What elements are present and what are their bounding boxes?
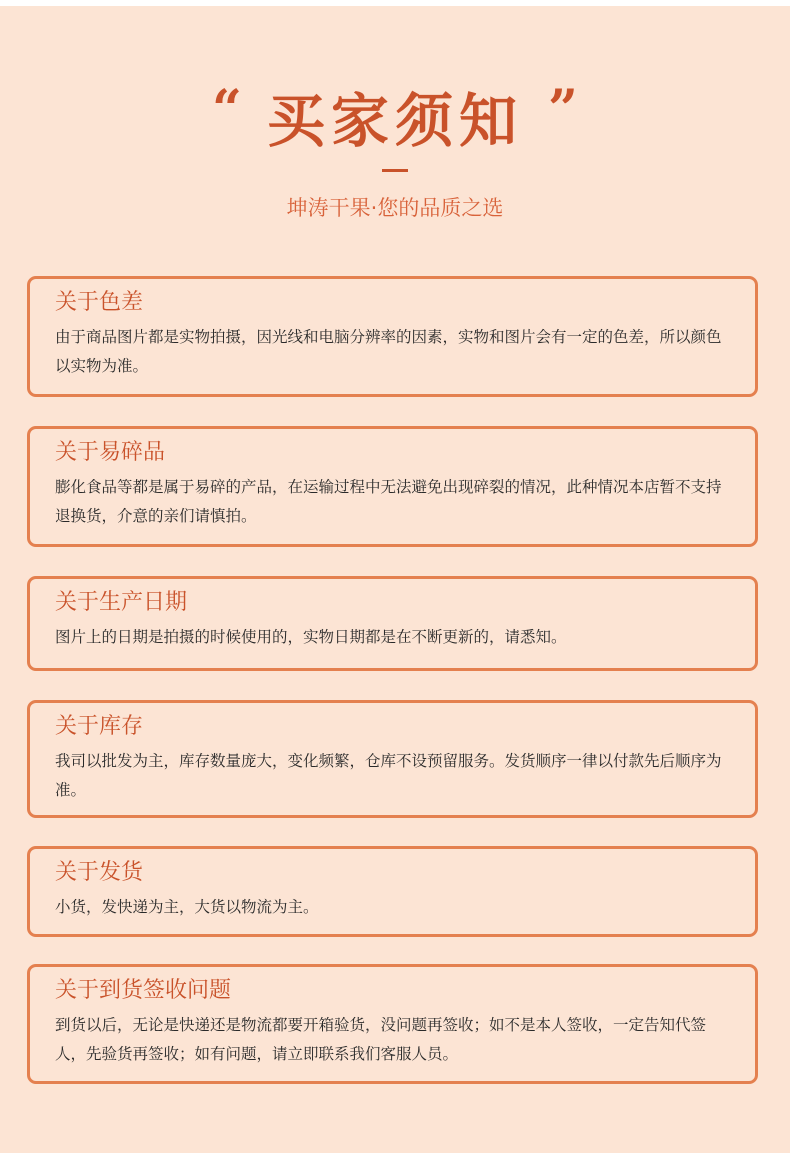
notice-card-fragile-goods [27, 426, 758, 547]
card-title: 关于生产日期 [55, 590, 188, 615]
card-body: 我司以批发为主，库存数量庞大，变化频繁，仓库不设预留服务。发货顺序一律以付款先后顺序为准。 [55, 752, 722, 799]
title-row [0, 79, 790, 156]
card-body: 膨化食品等都是属于易碎的产品，在运输过程中无法避免出现碎裂的情况，此种情况本店暂不支持退换货，介意的亲们请慎拍。 [55, 478, 722, 525]
card-title: 关于到货签收问题 [55, 978, 232, 1003]
title-divider [382, 169, 408, 172]
page-subtitle: 坤涛干果·您的品质之选 [286, 196, 504, 220]
card-body: 到货以后，无论是快递还是物流都要开箱验货，没问题再签收；如不是本人签收，一定告知代签人，先验货再签收；如有问题，请立即联系我们客服人员。 [55, 1016, 707, 1063]
notice-card-shipping [27, 846, 758, 937]
card-title: 关于发货 [55, 860, 144, 885]
notice-card-color-difference [27, 276, 758, 397]
card-title: 关于库存 [55, 714, 144, 739]
quote-open-mark: “ [212, 79, 242, 140]
card-body: 由于商品图片都是实物拍摄，因光线和电脑分辨率的因素，实物和图片会有一定的色差，所以颜色以实物为准。 [55, 328, 722, 375]
notice-card-delivery-signing [27, 964, 758, 1084]
quote-close-mark: ” [548, 79, 578, 140]
notice-card-production-date [27, 576, 758, 671]
card-body: 图片上的日期是拍摄的时候使用的，实物日期都是在不断更新的，请悉知。 [55, 628, 567, 646]
notice-card-inventory [27, 700, 758, 818]
card-title: 关于色差 [55, 290, 144, 315]
page-title: 买家须知 [266, 87, 523, 155]
notice-page [0, 6, 790, 1153]
card-body: 小货，发快递为主，大货以物流为主。 [55, 898, 319, 916]
card-title: 关于易碎品 [55, 440, 166, 465]
